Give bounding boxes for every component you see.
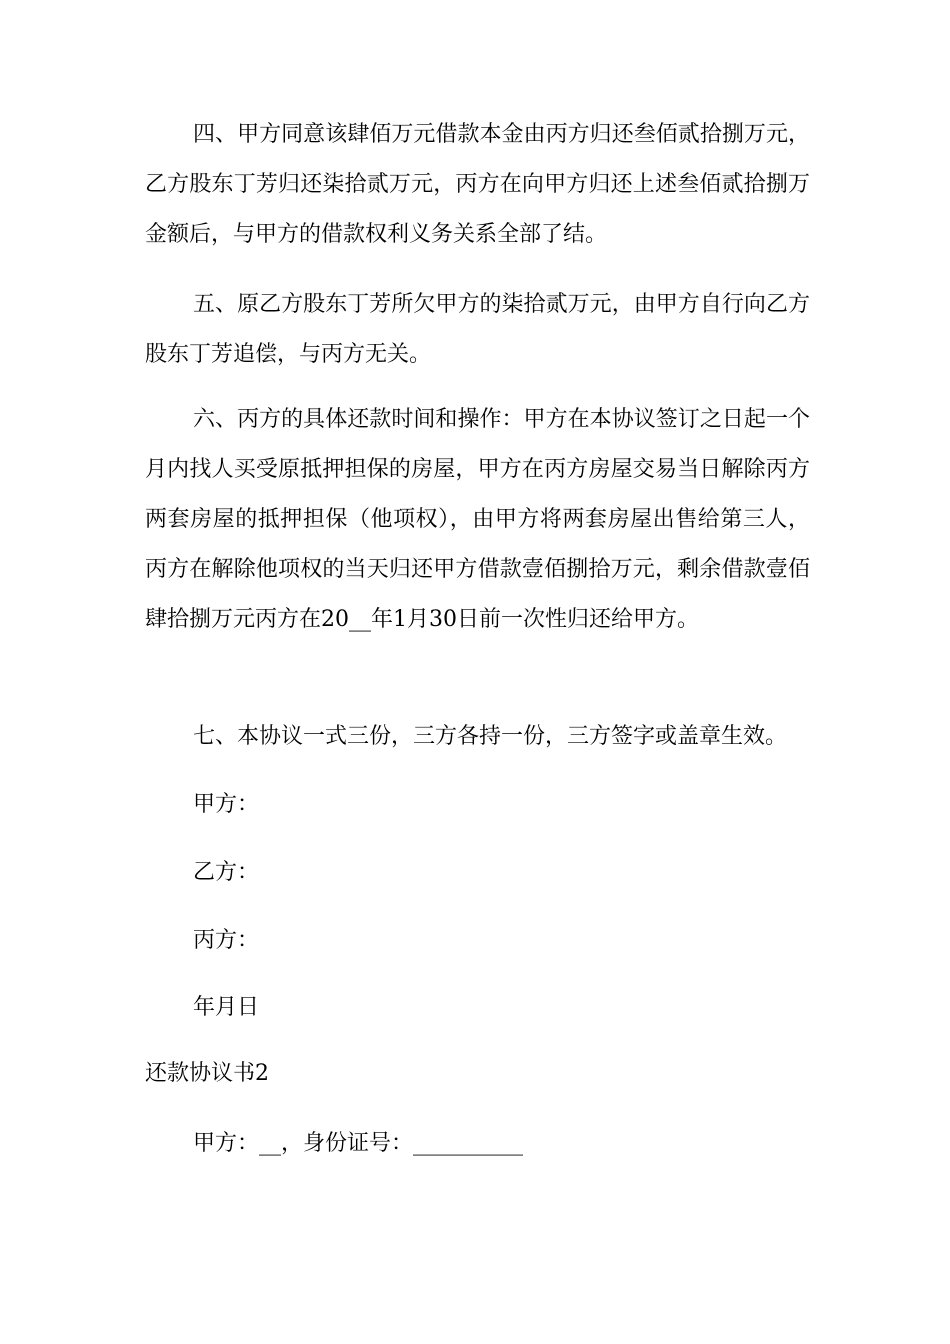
clause-4: 四、甲方同意该肆佰万元借款本金由丙方归还叁佰贰拾捌万元，乙方股东丁芳归还柒拾贰万元，丙方在向甲方归还上述叁佰贰拾捌万金额后，与甲方的借款权利义务关系全部了结。: [145, 122, 810, 247]
clause-5: 五、原乙方股东丁芳所欠甲方的柒拾贰万元，由甲方自行向乙方股东丁芳追偿，与丙方无关。: [145, 292, 810, 367]
party-a-id-line: 甲方：__，身份证号：__________: [193, 1131, 524, 1156]
signature-party-b: 乙方：: [193, 860, 260, 885]
clause-6: 六、丙方的具体还款时间和操作：甲方在本协议签订之日起一个月内找人买受原抵押担保的房屋，甲方在丙方房屋交易当日解除丙方两套房屋的抵押担保（他项权），由甲方将两套房屋出售给第三人，丙方在解除他项权的当天归还甲方借款壹佰捌拾万元，剩余借款壹佰肆拾捌万元丙方在20__年1月30日前一次性归还给甲方。: [145, 407, 810, 632]
signature-party-c: 丙方：: [193, 928, 260, 953]
clause-7: 七、本协议一式三份，三方各持一份，三方签字或盖章生效。: [193, 724, 788, 749]
signature-party-a: 甲方：: [193, 792, 260, 817]
signature-date: 年月日: [193, 995, 260, 1020]
section-title: 还款协议书2: [145, 1061, 269, 1086]
